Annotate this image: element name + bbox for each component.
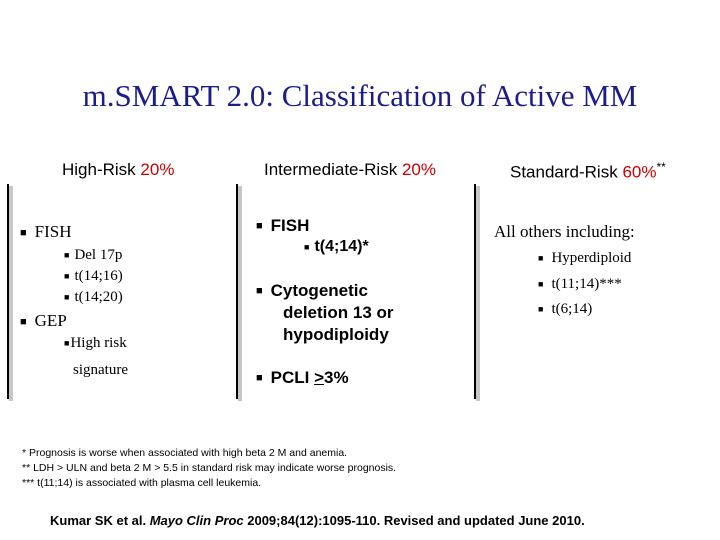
high-risk-t1420-item xyxy=(64,289,123,306)
high-risk-t1416-item xyxy=(64,268,123,285)
bullet-icon: ■ xyxy=(304,241,310,252)
bullet-icon: ■ xyxy=(256,372,263,385)
column-divider-shadow-mid-right xyxy=(476,186,480,401)
header-high-label: High-Risk xyxy=(62,160,141,179)
standard-t1114-label: t(11;14)*** xyxy=(551,276,622,292)
standard-hyperdiploid-label: Hyperdiploid xyxy=(551,250,632,266)
high-risk-t1416-label: t(14;16) xyxy=(74,268,123,284)
bullet-icon: ■ xyxy=(256,220,263,233)
standard-t614-label: t(6;14) xyxy=(551,301,593,317)
intermediate-cyto-item xyxy=(256,281,368,301)
header-standard-label: Standard-Risk xyxy=(510,162,623,182)
high-risk-del17p-item xyxy=(64,247,122,264)
reference-journal: Mayo Clin Proc xyxy=(149,513,244,528)
high-risk-highrisk-label: High risk xyxy=(70,335,127,351)
header-standard-risk xyxy=(510,160,666,183)
column-divider-shadow-left xyxy=(9,186,13,401)
header-intermediate-risk xyxy=(264,160,436,180)
high-risk-gep-item xyxy=(20,311,67,331)
intermediate-pcli-gt: > xyxy=(314,368,325,387)
header-high-pct: 20% xyxy=(140,160,175,179)
high-risk-t1420-label: t(14;20) xyxy=(74,289,123,305)
high-risk-gep-label: GEP xyxy=(34,311,67,330)
intermediate-cyto-line1: Cytogenetic xyxy=(270,281,368,300)
bullet-icon: ■ xyxy=(538,304,544,315)
intermediate-pcli-prefix: PCLI xyxy=(270,368,315,387)
intermediate-cyto-line2: deletion 13 or xyxy=(283,303,394,322)
reference-citation xyxy=(50,513,585,528)
header-standard-suffix: ** xyxy=(656,160,666,174)
intermediate-pcli-suffix: 3% xyxy=(324,368,349,387)
column-divider-mid-right xyxy=(474,184,476,399)
bullet-icon: ■ xyxy=(64,338,70,349)
intermediate-pcli-item xyxy=(256,368,349,388)
bullet-icon: ■ xyxy=(256,285,263,298)
footnote-3: *** t(11;14) is associated with plasma cell leukemia. xyxy=(22,477,262,489)
standard-t1114-item xyxy=(538,276,622,293)
bullet-icon: ■ xyxy=(538,279,544,290)
bullet-icon: ■ xyxy=(64,250,70,261)
high-risk-fish-item xyxy=(20,222,72,242)
bullet-icon: ■ xyxy=(20,226,27,239)
bullet-icon: ■ xyxy=(20,315,27,328)
standard-intro-text: All others including: xyxy=(494,222,635,241)
intermediate-t414-item xyxy=(304,238,369,256)
bullet-icon: ■ xyxy=(64,292,70,303)
footnote-2: ** LDH > ULN and beta 2 M > 5.5 in standard risk may indicate worse prognosis. xyxy=(22,462,397,474)
reference-details: 2009;84(12):1095-110. Revised and updated June 2010. xyxy=(243,513,585,528)
standard-hyperdiploid-item xyxy=(538,250,631,267)
bullet-icon: ■ xyxy=(64,271,70,282)
intermediate-fish-label: FISH xyxy=(270,216,310,235)
high-risk-fish-label: FISH xyxy=(34,222,72,241)
header-intermediate-label: Intermediate-Risk xyxy=(264,160,402,179)
column-divider-mid-left xyxy=(236,184,238,399)
footnote-1: * Prognosis is worse when associated with high beta 2 M and anemia. xyxy=(22,447,348,459)
column-divider-left xyxy=(7,184,9,399)
reference-authors: Kumar SK et al. xyxy=(50,513,150,528)
header-standard-pct: 60% xyxy=(622,162,657,182)
intermediate-fish-item xyxy=(256,216,309,236)
column-divider-shadow-mid-left xyxy=(238,186,242,401)
header-intermediate-pct: 20% xyxy=(401,160,436,179)
high-risk-signature-text: signature xyxy=(73,362,128,378)
slide-title: m.SMART 2.0: Classification of Active MM xyxy=(82,78,638,113)
bullet-icon: ■ xyxy=(538,253,544,264)
high-risk-del17p-label: Del 17p xyxy=(74,247,123,263)
high-risk-highrisk-item xyxy=(64,335,127,352)
header-high-risk xyxy=(62,160,174,180)
standard-t614-item xyxy=(538,301,592,318)
intermediate-cyto-line3: hypodiploidy xyxy=(283,325,389,344)
intermediate-t414-label: t(4;14)* xyxy=(314,238,369,255)
